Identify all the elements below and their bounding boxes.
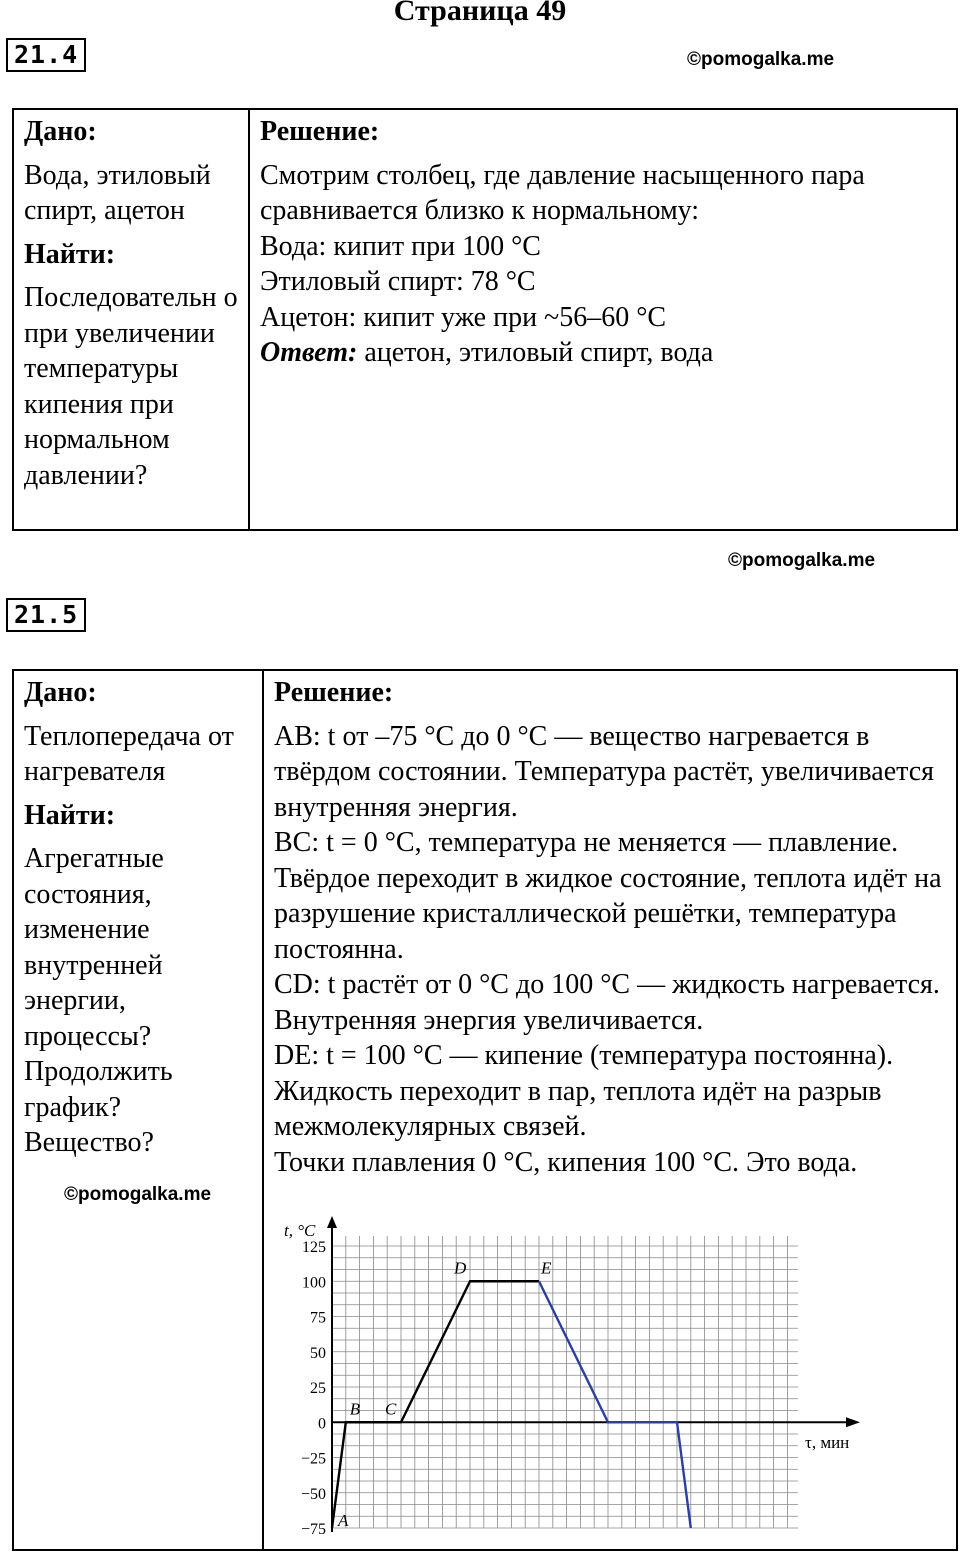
y-tick-label: 50 bbox=[310, 1344, 326, 1362]
solution-line: CD: t растёт от 0 °C до 100 °C — жидкость нагревается. Внутренняя энергия увеличивается. bbox=[274, 969, 940, 1036]
y-axis-arrow bbox=[327, 1216, 337, 1228]
dano-cell bbox=[13, 109, 249, 530]
answer-label: Ответ: bbox=[260, 337, 358, 368]
solution-line: AB: t от –75 °C до 0 °C — вещество нагревается в твёрдом состоянии. Температура растёт, увеличивается внутренняя энергия. bbox=[274, 720, 935, 823]
task-number-21-5: 21.5 bbox=[6, 598, 86, 632]
dano-text: Теплопередача от нагревателя bbox=[24, 720, 234, 787]
chart-axes bbox=[327, 1216, 860, 1532]
dano-label: Дано: bbox=[24, 116, 97, 147]
y-axis-label: t, °C bbox=[284, 1221, 316, 1240]
page-title: Страница 49 bbox=[393, 0, 567, 27]
watermark: ©pomogalka.me bbox=[64, 1183, 212, 1205]
solution-line: Точки плавления 0 °C, кипения 100 °C. Это вода. bbox=[274, 1146, 858, 1178]
y-tick-label: −75 bbox=[300, 1521, 326, 1538]
x-axis-label: τ, мин bbox=[805, 1433, 850, 1452]
reshenie-label: Решение: bbox=[260, 116, 380, 147]
naiti-text: Агрегатные состояния, изменение внутренней энергии, процессы? Продолжить график? Вещество? bbox=[24, 843, 173, 1158]
answer-text: ацетон, этиловый спирт, вода bbox=[357, 337, 714, 368]
answer-line bbox=[260, 335, 946, 371]
solution-line: Ацетон: кипит уже при ~56–60 °C bbox=[260, 301, 667, 333]
task-number-21-4: 21.4 bbox=[6, 38, 86, 72]
task-21-4-table bbox=[12, 108, 958, 531]
series-line-given bbox=[332, 1281, 539, 1528]
y-tick-label: 100 bbox=[302, 1274, 326, 1292]
solution-line: Смотрим столбец, где давление насыщенного пара сравнивается близко к нормальному: bbox=[260, 159, 865, 226]
dano-label: Дано: bbox=[24, 677, 97, 708]
point-label: D bbox=[454, 1258, 467, 1278]
dano-cell bbox=[13, 670, 263, 1550]
chart-grid bbox=[332, 1236, 798, 1528]
y-tick-label: 25 bbox=[310, 1380, 326, 1397]
watermark: ©pomogalka.me bbox=[687, 49, 835, 70]
y-tick-label: −25 bbox=[300, 1450, 326, 1468]
y-tick-label: 75 bbox=[310, 1309, 326, 1327]
watermark: ©pomogalka.me bbox=[728, 550, 876, 571]
y-tick-label: 0 bbox=[318, 1415, 326, 1433]
solution-line: Этиловый спирт: 78 °C bbox=[260, 266, 536, 297]
naiti-label: Найти: bbox=[24, 238, 116, 270]
point-label: E bbox=[541, 1258, 552, 1278]
reshenie-label: Решение: bbox=[274, 677, 394, 708]
y-tick-label: 125 bbox=[302, 1239, 326, 1256]
x-axis-arrow bbox=[846, 1417, 860, 1427]
solution-line: Вода: кипит при 100 °C bbox=[260, 230, 541, 262]
naiti-text: Последовательн о при увеличении температуры кипения при нормальном давлении? bbox=[24, 282, 238, 491]
solution-line: DE: t = 100 °C — кипение (температура постоянна). Жидкость переходит в пар, теплота идёт на разрыв межмолекулярных связей. bbox=[274, 1040, 894, 1142]
point-label: A bbox=[338, 1511, 349, 1530]
y-tick-label: −50 bbox=[300, 1485, 326, 1503]
solution-line: BC: t = 0 °C, температура не меняется — плавление. Твёрдое переходит в жидкое состояние, теплота идёт на разрушение кристаллической решётки, температура постоянна. bbox=[274, 827, 942, 965]
dano-text: Вода, этиловый спирт, ацетон bbox=[24, 159, 211, 226]
naiti-label: Найти: bbox=[24, 799, 116, 831]
point-label: B bbox=[349, 1399, 361, 1419]
point-label: C bbox=[385, 1399, 397, 1419]
reshenie-cell bbox=[249, 109, 957, 530]
series-line-continued bbox=[539, 1281, 691, 1528]
heating-graph bbox=[280, 1212, 880, 1552]
